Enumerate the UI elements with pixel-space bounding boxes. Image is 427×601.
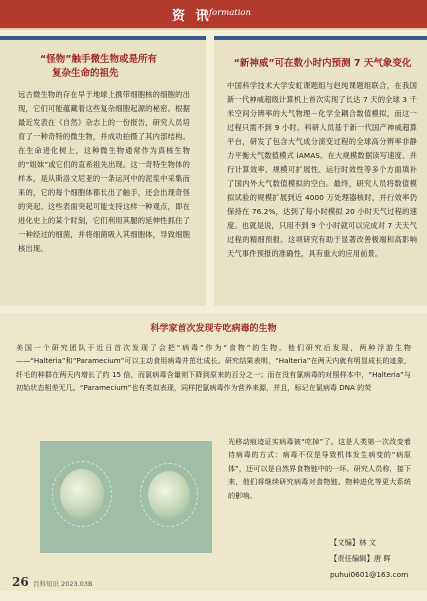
right-article-top-bar [214,36,427,40]
left-article-top-bar [0,36,206,40]
magazine-issue: 百科知识 2023.03B [33,580,93,588]
left-article-title-line2: 复杂生命的祖先 [52,68,119,79]
right-article [214,36,427,306]
left-article-title-line1: “怪物”触手微生物或是所有 [40,54,157,65]
lower-article-body-continued: 光移动痕迹证实病毒被“吃掉”了。这是人类第一次改变着待病毒的方式：病毒不仅是导致机体发生病变的“病原体”，还可以是自然界食物链中的一环。研究人员称，接下来，他们将继续研究病毒对食物链、物种进化等更大系统的影响。 [228,437,411,500]
header-divider [0,28,427,30]
lower-article-title: 科学家首次发现专吃病毒的生物 [150,324,277,334]
left-article-body: 远古微生物的存在早于地球上携带细胞核的细胞的出现，它们可能蕴藏着这些复杂细胞起源的秘密。根据最近发表在《自然》杂志上的一份报告，研究人员培育了一种奇特的微生物，并成功拍摄了其内部结构。在生命进化树上，这种微生物通常作为真核生物的“姐妹”或它们的直系祖先出现。这一奇特生物体的样本，是从斯洛文尼亚的一条运河中的泥浆中采集而来的，它的每个细胞体都长出了触手，还会出现奇怪的突起。这些表面突起可能支持这样一种观点，即在进化史上的某个时刻，它们利用其腿的延伸性抓住了一种经过的细菌，并将细菌吸入其细胞体，导致细胞核出现。 [18,90,190,253]
credit-writer: 【文编】林 文 [330,538,377,547]
microorganism-cell-left [60,469,104,519]
section-header [0,0,427,28]
microorganism-photo [40,441,212,553]
microorganism-cell-right [148,471,190,519]
credit-editor: 【责任编辑】唐 晖 [330,554,391,563]
right-article-body: 中国科学技术大学安虹课题组与赵纯课题组联合，在我国新一代神威超级计算机上首次实现了长达 7 天的全球 3 千米空间分辨率的大气物理－化学全耦合数值模拟，而这一过程只需不到 9 小时。科研人员基于新一代国产神威超算平台，研发了包含大气成分演变过程的全球高分辨率非静力平衡大气数值模式 iAMAS。在大规模数据读写速度、并行计算效率、规模可扩展性、运行时效性等多个方面填补了国内外大气数值模拟的空白。最终，研究人员将数值模拟试验的规模扩展到近 4000 万处理器核时，并行效率仍保持在 76.2%，达到了每小时模拟 20 小时天气过程的速度。也就是说，只用不到 9 个小时就可以完成对 7 天天气过程的精细预报。这项研究有助于显著改善极端和高影响天气事件预报的准确性，具有重大的应用前景。 [227,81,417,258]
section-title: 资 讯 [172,9,212,24]
right-article-title: “新神威”可在数小时内预测 7 天气象变化 [233,58,412,69]
left-article [0,36,206,306]
section-subtitle: Information [200,8,252,18]
page-number: 26 [12,575,29,589]
editor-email: puhui0601@163.com [330,570,409,579]
lower-article-body: 美国一个研究团队于近日首次发现了会把“病毒”作为“食物”的生物。他们研究后发现，两种浮游生物——“Halteria”和“Paramecium”可以主动食用病毒并茁壮成长。研究结果表明，“Halteria”在两天内就有明显成长的迹象，纤毛的种群在两天内增长了约 15 倍，而氯病毒含量则下降到原来的百分之一；而在没有氯病毒的对照样本中，“Halteria”与初始状态相差无几。“Paramecium”也有类似表现，同样把氯病毒作为营养来源，并且，标记在氯病毒 DNA 的荧 [16,343,411,393]
lower-article [0,313,427,591]
